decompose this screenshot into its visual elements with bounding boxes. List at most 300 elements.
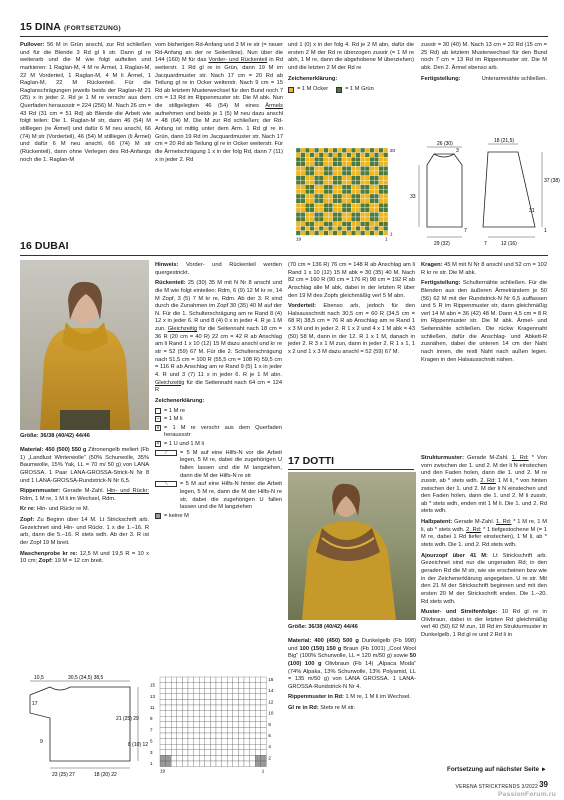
zopf-cell [250,705,256,711]
jacquard-cell [351,194,356,199]
jacquard-cell [365,176,370,181]
zopf-cell [238,711,244,717]
jacquard-cell [379,157,384,162]
zopf-cell [199,683,205,689]
zopf-cell [216,750,222,756]
zopf-cell [182,705,188,711]
jacquard-cell [360,180,365,185]
zopf-cell [250,711,256,717]
zopf-cell [199,705,205,711]
jacquard-cell [347,231,352,236]
jacquard-cell [383,226,388,231]
jacquard-cell [301,199,306,204]
jacquard-cell [356,153,361,158]
jacquard-cell [301,212,306,217]
jacquard-cell [328,231,333,236]
section-title: 15 DINA [20,21,61,33]
jacquard-cell [360,166,365,171]
jacquard-cell [342,162,347,167]
jacquard-cell [383,212,388,217]
jacquard-cell [383,189,388,194]
legend-label: = 1 M re verschr aus dem Querfaden heraussstr [164,424,282,439]
jacquard-cell [379,231,384,236]
legend-ocker: = 1 M Ocker [288,86,328,94]
jacquard-cell [365,208,370,213]
jacquard-cell [305,148,310,153]
jacquard-cell [342,222,347,227]
jacquard-cell [310,222,315,227]
zopf-cell [166,750,172,756]
jacquard-cell [314,226,319,231]
jacquard-cell [365,189,370,194]
zopf-cell [250,688,256,694]
jacquard-cell [356,212,361,217]
jacquard-cell [356,171,361,176]
zopf-cell [244,711,250,717]
jacquard-cell [296,180,301,185]
zopf-cell [227,705,233,711]
dotti-size: Größe: 36/38 (40/42) 44/46 [288,624,358,630]
jacquard-cell [337,148,342,153]
jacquard-cell [305,194,310,199]
jacquard-cell [347,162,352,167]
jacquard-cell [333,231,338,236]
jacquard-cell [324,157,329,162]
zopf-row-label: 6 [268,733,271,738]
legend-item [155,441,282,449]
jacquard-cell [374,166,379,171]
zopf-cell [171,677,177,683]
zopf-cell [160,722,166,728]
jacquard-cell [360,153,365,158]
jacquard-cell [296,189,301,194]
jacquard-cell [328,199,333,204]
zopf-cell [222,716,228,722]
dubai-schematic-svg [20,673,150,778]
jacquard-cell [342,153,347,158]
zopf-cell [177,694,183,700]
jacquard-cell [383,157,388,162]
zopf-cell [177,688,183,694]
jacquard-cell [328,203,333,208]
zopf-cell [222,733,228,739]
zopf-cell [160,705,166,711]
footer-magazine: VERENA STRICKTRENDS 3/2022 [455,784,538,790]
jacquard-cell [301,203,306,208]
zopf-cell [199,711,205,717]
zopf-cell [216,711,222,717]
jacquard-cell [351,148,356,153]
jacquard-cell [370,148,375,153]
jacquard-cell [360,212,365,217]
jacquard-cell [328,217,333,222]
zopf-cell [210,694,216,700]
dubai-legend [155,408,282,521]
jacquard-cell [351,185,356,190]
jacquard-cell [305,217,310,222]
zopf-cell [177,716,183,722]
jacquard-cell [374,208,379,213]
jacquard-cell [379,148,384,153]
jacquard-cell [342,203,347,208]
jacquard-cell [319,208,324,213]
zopf-cell [233,750,239,756]
zopf-row-label: 16 [268,677,274,682]
sch-f: 9 [40,739,43,745]
jacquard-cell [370,194,375,199]
jacquard-cell [360,185,365,190]
zopf-cell [194,733,200,739]
jacquard-cell [351,199,356,204]
zopf-cell [261,711,267,717]
watermark: PassionForum.ru [498,791,556,798]
dotti-photo [288,472,416,620]
zopf-cell [160,744,166,750]
jacquard-cell [360,203,365,208]
zopf-cell [182,744,188,750]
jacquard-cell [314,185,319,190]
jacquard-cell [328,157,333,162]
zopf-cell [216,688,222,694]
jacquard-cell [319,166,324,171]
jacquard-cell [328,185,333,190]
jacquard-cell [337,157,342,162]
zopf-cell [210,739,216,745]
zopf-cell [160,727,166,733]
zopf-cell [261,716,267,722]
jacquard-cell [328,162,333,167]
jacquard-cell [351,162,356,167]
jacquard-cell [319,222,324,227]
legend-gruen: = 1 M Grün [336,86,374,94]
jacquard-cell [301,208,306,213]
zopf-cell [238,739,244,745]
jacquard-cell [379,180,384,185]
zopf-cell [166,722,172,728]
jacquard-cell [305,203,310,208]
dubai-rippenmuster: Rippenmuster: Gerade M-Zahl. Hin- und Rückr: Rdm, 1 M re, 1 M li im Wechsel, Rdm. [20,488,149,502]
jacquard-cell [365,171,370,176]
jacquard-cell [333,176,338,181]
zopf-cell [199,677,205,683]
jacquard-cell [310,171,315,176]
jacquard-cell [337,189,342,194]
zopf-cell [261,744,267,750]
dubai-column-3 [288,262,415,360]
sch-k: 1 [544,228,547,234]
zopf-cell [261,677,267,683]
jacquard-cell [314,199,319,204]
jacquard-cell [305,157,310,162]
legend-label: = 5 M auf eine Hilfs-N hinter die Arbeit legen, 5 M re, dann die M der Hilfs-N re str, dabei die zugehörigen U fallen lassen und die M langziehen [180,481,282,511]
jacquard-cell [314,171,319,176]
jacquard-cell [333,185,338,190]
legend-item [155,425,282,440]
jacquard-cell [365,199,370,204]
jacquard-cell [333,148,338,153]
zopf-cell [233,677,239,683]
zopf-cell [182,733,188,739]
jacquard-cell [360,222,365,227]
zopf-cell [261,755,267,761]
jacquard-cell [324,162,329,167]
zopf-cell [205,755,211,761]
jacquard-cell [301,226,306,231]
jacquard-cell [314,217,319,222]
section-title: 16 DUBAI [20,240,69,252]
grey-symbol-icon [155,513,161,519]
zopf-cell [238,683,244,689]
zopf-cell [160,683,166,689]
jacquard-cell [301,185,306,190]
jacquard-cell [319,226,324,231]
jacquard-row-label: 20 [390,148,396,153]
zopf-cell [194,677,200,683]
jacquard-cell [328,189,333,194]
jacquard-cell [324,212,329,217]
zopf-cell [244,755,250,761]
jacquard-cell [310,176,315,181]
jacquard-cell [374,148,379,153]
zopf-cell [261,699,267,705]
dotti-rippenmuster: Rippenmuster in Rd: 1 M re, 1 M li im Wechsel. [288,694,411,701]
jacquard-cell [370,203,375,208]
jacquard-cell [347,148,352,153]
jacquard-cell [296,199,301,204]
zopf-cell [238,733,244,739]
zopf-cell [261,733,267,739]
zopf-cell [199,694,205,700]
jacquard-cell [347,226,352,231]
jacquard-cell [347,203,352,208]
jacquard-cell [333,189,338,194]
zopf-cell [188,727,194,733]
jacquard-cell [319,194,324,199]
jacquard-cell [310,217,315,222]
zopf-cell [233,711,239,717]
zopf-cell [255,750,261,756]
zopf-cell [171,699,177,705]
zopf-cell [222,699,228,705]
jacquard-cell [337,171,342,176]
jacquard-cell [356,162,361,167]
jacquard-cell [328,180,333,185]
jacquard-cell [333,203,338,208]
jacquard-cell [365,180,370,185]
jacquard-cell [374,226,379,231]
jacquard-cell [314,180,319,185]
section-subtitle: (FORTSETZUNG) [63,25,121,32]
jacquard-cell [351,222,356,227]
jacquard-cell [374,162,379,167]
jacquard-cell [365,217,370,222]
jacquard-cell [351,217,356,222]
zopf-cell [244,739,250,745]
zopf-cell [166,716,172,722]
jacquard-cell [296,231,301,236]
jacquard-cell [383,199,388,204]
jacquard-cell [360,199,365,204]
zopf-cell [210,716,216,722]
jacquard-cell [301,189,306,194]
jacquard-cell [337,176,342,181]
jacquard-cell [370,199,375,204]
jacquard-cell [337,231,342,236]
jacquard-cell [370,208,375,213]
legend-label: = 1 M li [164,416,183,423]
jacquard-cell [360,208,365,213]
zopf-row-label: 5 [150,738,153,744]
sch-h: 29 (32) [434,241,450,247]
continue-link[interactable]: Fortsetzung auf nächster Seite ► [446,766,547,773]
dubai-photo-illustration [20,260,149,430]
jacquard-cell [379,185,384,190]
jacquard-cell [337,212,342,217]
zopf-row-label: 15 [150,682,156,688]
jacquard-cell [347,222,352,227]
zopf-cell [233,716,239,722]
zopf-cell [171,705,177,711]
jacquard-cell [356,203,361,208]
jacquard-cell [324,189,329,194]
zopf-cell [182,711,188,717]
jacquard-cell [301,171,306,176]
jacquard-cell [383,176,388,181]
zopf-cell [244,750,250,756]
jacquard-cell [383,208,388,213]
jacquard-cell [301,217,306,222]
jacquard-cell [351,226,356,231]
zopf-cell [177,683,183,689]
dina-text-2: vom bisherigen Rd-Anfang und 3 M re str (= neuer Rd-Anfang an der re Seitenlinie). Nun über die 144 (160) M für das Vorder- und Rückenteil in Rd weiterstr. 1 Rd gl re in Grün, dann 19 M im Jacquardmuster str. Nach 17 cm = 20 Rd ab Teilung gl re in Ocker weiterstr. Nach 9 cm = 15 Rd ab letztem Musterwechsel für den Bund noch 7 cm = 13 Rd im Rippenmuster str. Die M abk. Nun die stillgelegten 46 (54) M eines Ärmels aufnehmen und beids je 1 (5) M neu dazu anschl = 48 (64) M. Die M zur Rd schließen; der Rd-Anfang ist mittig unter dem Arm. 1 Rd gl re in Grün, dann 19 Rd im Jacquardmuster str. Nach 17 cm = 20 Rd ab Teilung gl re in Ocker weiterstr. Für die Ärmelschrägung 1 x in der folg Rd, dann 7 (11) x in jeder 2. Rd [155,42,284,163]
zopf-cell [205,694,211,700]
jacquard-cell [370,176,375,181]
jacquard-cell [305,153,310,158]
dubai-maschenprobe: Maschenprobe kr re: 12,5 M und 19,5 R = 10 x 10 cm; Zopf: 19 M = 12 cm breit. [20,550,149,565]
zopf-cell [227,727,233,733]
zopf-cell [233,683,239,689]
zopf-cell [171,694,177,700]
zopf-cell [216,727,222,733]
jacquard-cell [301,157,306,162]
zopf-cell [255,688,261,694]
zopf-cell [250,694,256,700]
zopf-row-label: 1 [150,761,153,766]
zopf-cell [222,722,228,728]
zopf-cell [166,733,172,739]
jacquard-cell [319,148,324,153]
zopf-cell [160,711,166,717]
jacquard-cell [374,153,379,158]
jacquard-cell [365,166,370,171]
jacquard-cell [324,208,329,213]
jacquard-cell [328,153,333,158]
zopf-cell [171,755,177,761]
dubai-text-3: (70 cm = 136 R) 76 cm = 148 R ab Anschlag am li Rand 1 x 10 (12) 15 M abk = 30 (35) 40 M. Nach 82 cm = 160 R (90 cm = 176 R) 98 cm = 192 R ab Anschlag alle M abk, dabei in der letzten R über den 19 M des Zopfs gleichmäßig verl 5 M abn. [288,262,415,299]
jacquard-cell [319,199,324,204]
zopf-cell [199,739,205,745]
jacquard-cell [324,171,329,176]
jacquard-cell [351,180,356,185]
zopf-cell [194,694,200,700]
zopf-cell [238,688,244,694]
jacquard-cell [342,217,347,222]
jacquard-cell [333,194,338,199]
zopf-cell [205,750,211,756]
jacquard-cell [365,194,370,199]
jacquard-cell [374,176,379,181]
sch-e: 8 (10) 12 [128,742,149,748]
zopf-cell [160,694,166,700]
zopf-cell [182,699,188,705]
jacquard-cell [347,199,352,204]
zopf-cell [205,688,211,694]
zopf-cell [166,699,172,705]
zopf-cell [171,750,177,756]
zopf-cell [244,761,250,767]
jacquard-cell [319,153,324,158]
jacquard-cell [365,148,370,153]
jacquard-cell [310,153,315,158]
jacquard-cell [347,180,352,185]
zopf-cell [177,733,183,739]
jacquard-cell [383,166,388,171]
jacquard-cell [333,217,338,222]
legend-item [155,416,282,424]
jacquard-cell [328,176,333,181]
jacquard-cell [328,222,333,227]
jacquard-cell [356,176,361,181]
zopf-cell [250,683,256,689]
jacquard-cell [314,203,319,208]
jacquard-cell [333,199,338,204]
jacquard-cell [296,162,301,167]
jacquard-cell [305,176,310,181]
jacquard-cell [351,212,356,217]
jacquard-cell [356,189,361,194]
jacquard-cell [310,185,315,190]
zopf-cell [250,677,256,683]
jacquard-cell [305,171,310,176]
jacquard-cell [314,194,319,199]
jacquard-cell [337,162,342,167]
zopf-cell [166,694,172,700]
jacquard-cell [305,166,310,171]
jacquard-cell [360,231,365,236]
zopf-cell [227,733,233,739]
jacquard-cell [370,212,375,217]
zopf-cell [222,694,228,700]
jacquard-cell [319,217,324,222]
zopf-cell [194,750,200,756]
jacquard-cell [319,185,324,190]
zopf-cell [255,699,261,705]
zopf-cell [166,755,172,761]
jacquard-cell [324,231,329,236]
jacquard-cell [324,217,329,222]
sch-j: 12 (16) [501,241,517,247]
zopf-cell [188,761,194,767]
zopf-cell [188,711,194,717]
zopf-cell [171,733,177,739]
zopf-cell [222,755,228,761]
zopf-cell [233,694,239,700]
zopf-cell [255,755,261,761]
zopf-cell [244,677,250,683]
legend-label: = 1 U und 1 M li [164,441,204,448]
zopf-row-label: 2 [268,755,271,761]
jacquard-cell [301,180,306,185]
